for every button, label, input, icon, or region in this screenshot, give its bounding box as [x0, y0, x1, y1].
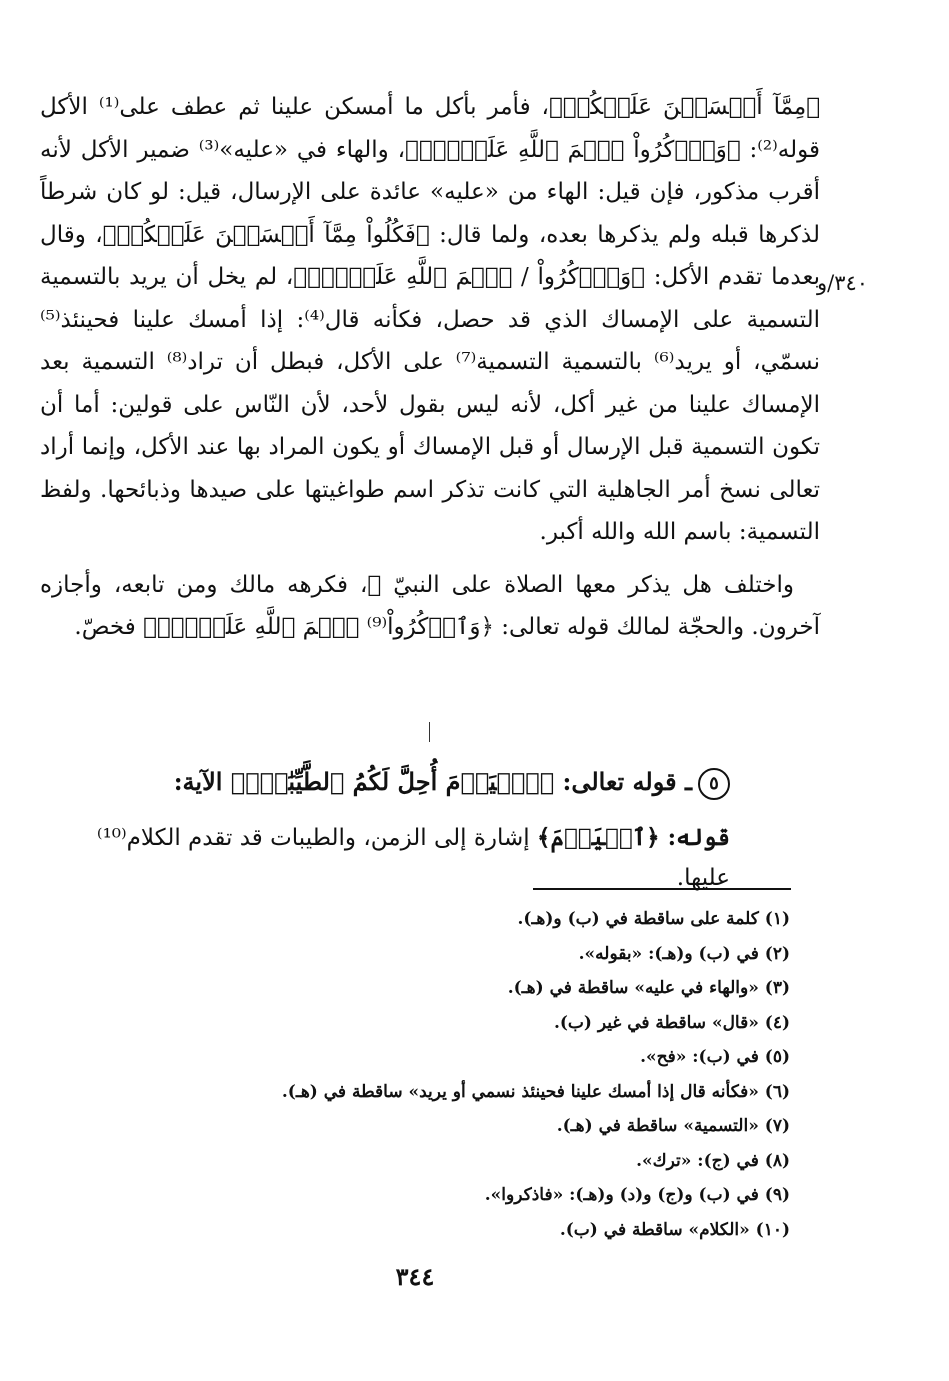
footnote-item: (٨) في (ج): «ترك». — [636, 1150, 790, 1171]
footnote-item: (٩) في (ب) و(ج) و(د) و(هـ): «فاذكروا». — [484, 1185, 790, 1205]
footnote-item: (٣) «والهاء في عليه» ساقطة في (هـ). — [507, 978, 790, 998]
footnote-item: (٦) «فكأنه قال إذا أمسك علينا فحينئذ نسمي أو يريد» ساقطة في (هـ). — [281, 1081, 790, 1102]
page-number: ٣٤٤ — [395, 1262, 435, 1291]
footnote-item: (١) كلمة على ساقطة في (ب) و(هـ). — [517, 909, 790, 929]
footnote-item: (٥) في (ب): «فح». — [640, 1047, 790, 1067]
text-cursor-mark — [429, 722, 430, 742]
commentary-rest: إشارة إلى الزمن، والطيبات قد تقدم الكلام⁽¹⁰⁾ عليها. — [96, 825, 730, 891]
section-heading-text: ـ قوله تعالى: ﴿ٱلۡيَوۡمَ أُحِلَّ لَكُمُ ٱلطَّيِّبَٰتُۖ﴾ الآية: — [173, 767, 692, 796]
footnote-item: (٧) «التسمية» ساقطة في (هـ). — [556, 1116, 790, 1136]
footnote-item: (١٠) «الكلام» ساقطة في (ب). — [559, 1219, 790, 1240]
footnotes — [120, 902, 790, 1247]
section-heading — [40, 762, 730, 802]
main-text — [40, 86, 820, 649]
manuscript-folio-marker: ٣٤٠/و — [817, 271, 869, 295]
commentary-line — [40, 818, 730, 898]
paragraph-2: واختلف هل يذكر معها الصلاة على النبيّ ﷺ، فكرهه مالك ومن تابعه، وأجازه آخرون. والحجّة لمالك قوله تعالى: ﴿وَٱذۡكُرُواْ⁽⁹⁾ ٱسۡمَ ٱللَّهِ عَلَيۡهِۖ﴾ فخصّ. — [40, 571, 820, 640]
commentary-lead: قوله: ﴿ٱلۡيَوۡمَ﴾ — [537, 824, 730, 851]
paragraph-1: ﴿مِمَّآ أَمۡسَكۡنَ عَلَيۡكُمۡ﴾، فأمر بأكل ما أمسكن علينا ثم عطف على⁽¹⁾ الأكل قوله⁽²⁾: ﴿وَٱذۡكُرُواْ ٱسۡمَ ٱللَّهِ عَلَيۡهِۖ﴾، والهاء في «عليه»⁽³⁾ ضمير الأكل لأنه أقرب مذكور، فإن قيل: الهاء من «عليه» عائدة على الإرسال، قيل: لو كان شرطاً لذكرها قبله ولم يذكرها بعده، ولما قال: ﴿فَكُلُواْ مِمَّآ أَمۡسَكۡنَ عَلَيۡكُمۡ﴾، وقال بعدما تقدم الأكل: ﴿وَٱذۡكُرُواْ / ٱسۡمَ ٱللَّهِ عَلَيۡهِۖ﴾، لم يخل أن يريد بالتسمية التسمية على الإمساك الذي قد حصل، فكأنه قال⁽⁴⁾: إذا أمسك علينا فحينئذ⁽⁵⁾ نسمّي، أو يريد⁽⁶⁾ بالتسمية التسمية⁽⁷⁾ على الأكل، فبطل أن تراد⁽⁸⁾ التسمية بعد الإمساك علينا من غير أكل، لأنه ليس بقول لأحد، لأن النّاس على قولين: أما أن تكون التسمية قبل الإرسال أو قبل الإمساك أو يكون المراد بها عند الأكل، وإنما أراد تعالى نسخ أمر الجاهلية التي كانت تذكر اسم طواغيتها على صيدها وذبائحها. ولفظ التسمية: باسم الله والله أكبر. — [40, 94, 820, 545]
verse-number-badge: ٥ — [698, 768, 730, 800]
footnote-item: (٤) «قال» ساقطة في غير (ب). — [553, 1012, 790, 1033]
footnote-item: (٢) في (ب) و(هـ): «بقوله». — [578, 943, 790, 964]
footnote-divider — [533, 888, 791, 890]
